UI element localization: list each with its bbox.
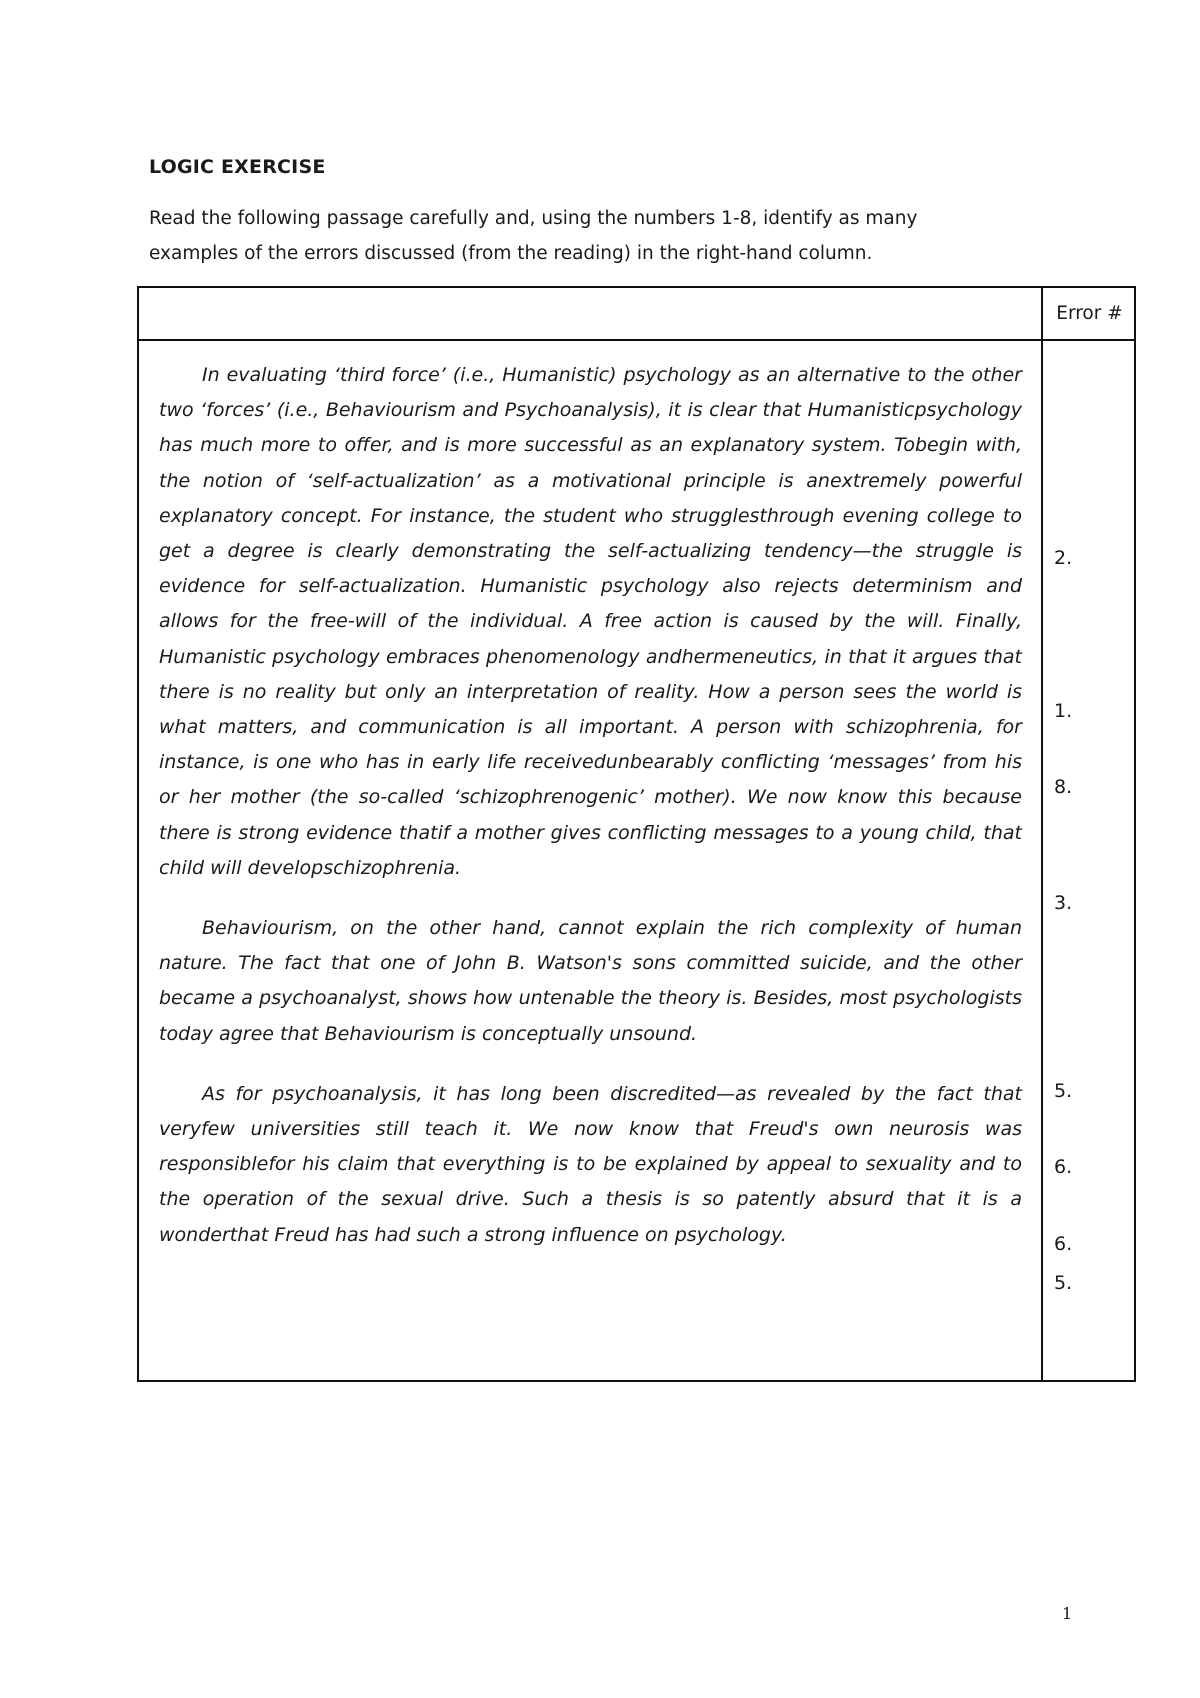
table-header-row xyxy=(139,288,1134,341)
passage xyxy=(159,358,1022,1253)
instructions-line: examples of the errors discussed (from the reading) in the right-hand column. xyxy=(149,243,873,264)
error-answer: 1. xyxy=(1054,700,1073,722)
instructions xyxy=(149,201,1029,271)
passage-paragraph-behaviourism: Behaviourism, on the other hand, cannot explain the rich complexity of human nature. The fact that one of John B. Watson's sons committed suicide, and the other became a psychoanalyst, shows how untenable the theory is. Besides, most psychologists today agree that Behaviourism is conceptually unsound. xyxy=(159,917,1022,1045)
error-answer: 8. xyxy=(1054,776,1073,798)
error-answer: 3. xyxy=(1054,892,1073,914)
error-answer: 6. xyxy=(1054,1233,1073,1255)
column-divider xyxy=(1041,288,1043,1380)
passage-paragraph-humanistic: In evaluating ‘third force’ (i.e., Humanistic) psychology as an alternative to the other two ‘forces’ (i.e., Behaviourism and Psychoanalysis), it is clear that Humanisticpsychology has much more to offer, and is more successful as an explanatory system. Tobegin with, the notion of ‘self-actualization’ as a motivational principle is anextremely powerful explanatory concept. For instance, the student who strugglesthrough evening college to get a degree is clearly demonstrating the self-actualizing tendency—the struggle is evidence for self-actualization. Humanistic psychology also rejects determinism and allows for the free-will of the individual. A free action is caused by the will. Finally, Humanistic psychology embraces phenomenology andhermeneutics, in that it argues that there is no reality but only an interpretation of reality. How a person sees the world is what matters, and communication is all important. A person with schizophrenia, for instance, is one who has in early life receivedunbearably conflicting ‘messages’ from his or her mother (the so-called ‘schizophrenogenic’ mother). We now know this because there is strong evidence thatif a mother gives conflicting messages to a young child, that child will developschizophrenia. xyxy=(159,364,1022,879)
error-column-header: Error # xyxy=(1056,303,1123,324)
error-answer: 6. xyxy=(1054,1156,1073,1178)
page-title: LOGIC EXERCISE xyxy=(149,156,326,178)
passage-paragraph-psychoanalysis: As for psychoanalysis, it has long been discredited—as revealed by the fact that veryfew universities still teach it. We now know that Freud's own neurosis was responsiblefor his claim that everything is to be explained by appeal to sexuality and to the operation of the sexual drive. Such a thesis is so patently absurd that it is a wonderthat Freud has had such a strong influence on psychology. xyxy=(159,1082,1022,1246)
error-answer: 2. xyxy=(1054,547,1073,569)
exercise-table xyxy=(137,286,1136,1382)
instructions-line: Read the following passage carefully and, using the numbers 1-8, identify as many xyxy=(149,208,918,229)
error-answer: 5. xyxy=(1054,1272,1073,1294)
page-number: 1 xyxy=(1062,1604,1073,1623)
error-answer: 5. xyxy=(1054,1080,1073,1102)
